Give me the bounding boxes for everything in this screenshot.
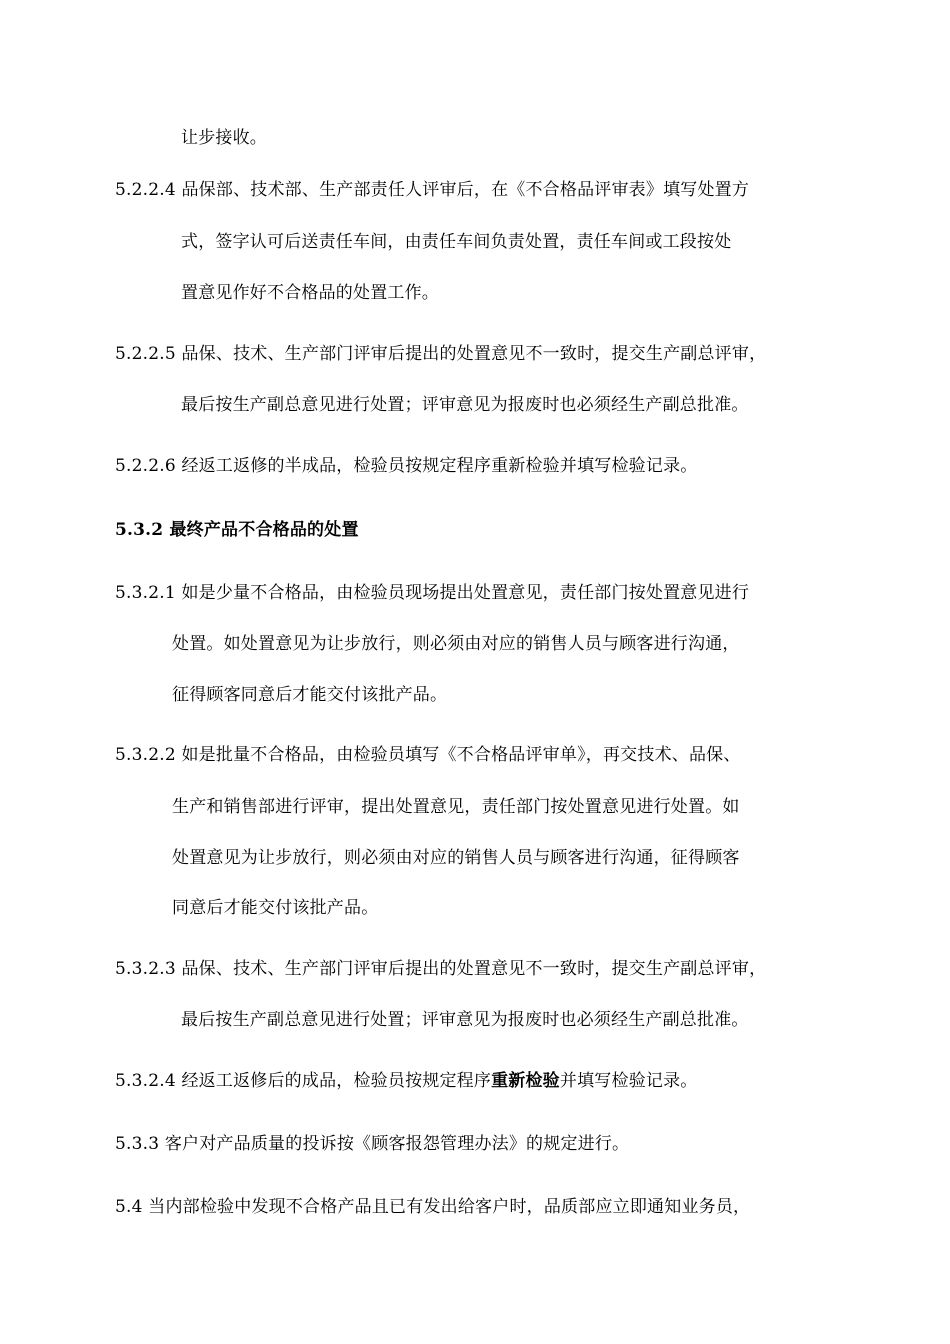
clause-5-2-2-6: 5.2.2.6 经返工返修的半成品，检验员按规定程序重新检验并填写检验记录。 xyxy=(115,456,698,476)
paragraph-line: 式，签字认可后送责任车间，由责任车间负责处置，责任车间或工段按处 xyxy=(181,232,732,252)
paragraph-line: 最后按生产副总意见进行处置；评审意见为报废时也必须经生产副总批准。 xyxy=(181,1010,749,1030)
clause-5-3-2-2: 5.3.2.2 如是批量不合格品，由检验员填写《不合格品评审单》，再交技术、品保、 xyxy=(115,745,741,765)
clause-text: 5.3.2.4 经返工返修后的成品，检验员按规定程序 xyxy=(115,1071,492,1091)
paragraph-line: 处置。如处置意见为让步放行，则必须由对应的销售人员与顾客进行沟通， xyxy=(172,634,740,654)
emphasized-text: 重新检验 xyxy=(491,1071,560,1091)
paragraph-line: 置意见作好不合格品的处置工作。 xyxy=(181,283,439,303)
clause-text: 并填写检验记录。 xyxy=(559,1071,698,1091)
clause-5-3-3: 5.3.3 客户对产品质量的投诉按《顾客报怨管理办法》的规定进行。 xyxy=(115,1134,630,1154)
clause-5-3-2-3: 5.3.2.3 品保、技术、生产部门评审后提出的处置意见不一致时，提交生产副总评审， xyxy=(115,959,767,979)
paragraph-line: 同意后才能交付该批产品。 xyxy=(172,898,379,918)
paragraph-line: 处置意见为让步放行，则必须由对应的销售人员与顾客进行沟通，征得顾客 xyxy=(172,848,740,868)
clause-5-2-2-5: 5.2.2.5 品保、技术、生产部门评审后提出的处置意见不一致时，提交生产副总评审， xyxy=(115,344,767,364)
section-heading-5-3-2: 5.3.2 最终产品不合格品的处置 xyxy=(115,520,359,540)
paragraph-line: 征得顾客同意后才能交付该批产品。 xyxy=(172,685,448,705)
paragraph-line: 最后按生产副总意见进行处置；评审意见为报废时也必须经生产副总批准。 xyxy=(181,395,749,415)
clause-5-2-2-4: 5.2.2.4 品保部、技术部、生产部责任人评审后，在《不合格品评审表》填写处置方 xyxy=(115,180,750,200)
paragraph-line: 让步接收。 xyxy=(181,128,267,148)
clause-5-3-2-4 xyxy=(115,1069,698,1093)
paragraph-line: 生产和销售部进行评审，提出处置意见，责任部门按处置意见进行处置。如 xyxy=(172,797,740,817)
clause-5-3-2-1: 5.3.2.1 如是少量不合格品，由检验员现场提出处置意见，责任部门按处置意见进行 xyxy=(115,583,750,603)
clause-5-4: 5.4 当内部检验中发现不合格产品且已有发出给客户时，品质部应立即通知业务员， xyxy=(115,1197,751,1217)
